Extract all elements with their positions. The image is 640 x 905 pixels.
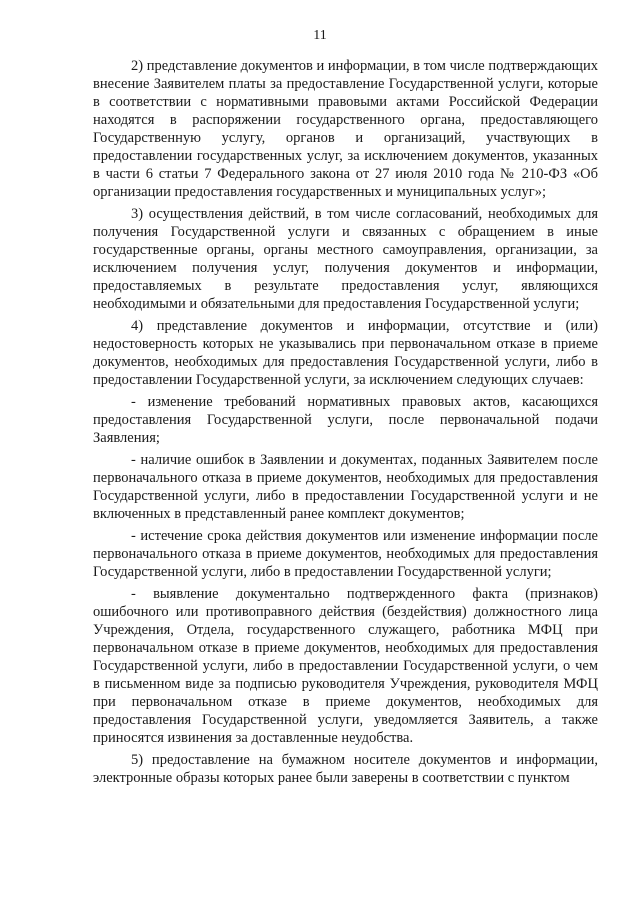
paragraph-item-2: 2) представление документов и информации, в том числе подтверждающих внесение Заявителем платы за предоставление Государственной услуги, которые в соответствии с нормативными правовыми актами Российской Федерации находятся в распоряжении государственного органа, предоставляющего Государственную услугу, органов и организаций, участвующих в предоставлении государственных услуг, за исключением документов, указанных в части 6 статьи 7 Федерального закона от 27 июля 2010 года № 210-ФЗ «Об организации предоставления государственных и муниципальных услуг»; bbox=[93, 58, 598, 200]
paragraph-item-3: 3) осуществления действий, в том числе согласований, необходимых для получения Государственной услуги и связанных с обращением в иные государственные органы, органы местного самоуправления, организации, за исключением получения услуг, получения документов и информации, предоставляемых в результате предоставления услуг, являющихся необходимыми и обязательными для предоставления Государственной услуги; bbox=[93, 206, 598, 312]
exception-case-legal-changes: - изменение требований нормативных правовых актов, касающихся предоставления Государственной услуги, после первоначальной подачи Заявления; bbox=[93, 394, 598, 446]
page-number: 11 bbox=[313, 28, 327, 43]
document-body bbox=[93, 57, 598, 791]
exception-case-errors: - наличие ошибок в Заявлении и документах, поданных Заявителем после первоначального отказа в приеме документов, необходимых для предоставления Государственной услуги, либо в предоставлении Государственной услуги и не включенных в представленный ранее комплект документов; bbox=[93, 452, 598, 522]
paragraph-item-4: 4) представление документов и информации, отсутствие и (или) недостоверность которых не указывались при первоначальном отказе в приеме документов, необходимых для предоставления Государственной услуги, либо в предоставлении Государственной услуги, за исключением следующих случаев: bbox=[93, 318, 598, 388]
paragraph-item-5: 5) предоставление на бумажном носителе документов и информации, электронные образы которых ранее были заверены в соответствии с пунктом bbox=[93, 752, 598, 786]
exception-case-misconduct: - выявление документально подтвержденного факта (признаков) ошибочного или противоправного действия (бездействия) должностного лица Учреждения, Отдела, государственного служащего, работника МФЦ при первоначальном отказе в приеме документов, необходимых для предоставления Государственной услуги, либо в предоставлении Государственной услуги, о чем в письменном виде за подписью руководителя Учреждения, руководителя МФЦ при первоначальном отказе в приеме документов, необходимых для предоставления Государственной услуги, уведомляется Заявитель, а также приносятся извинения за доставленные неудобства. bbox=[93, 586, 598, 746]
exception-case-expiry: - истечение срока действия документов или изменение информации после первоначального отказа в приеме документов, необходимых для предоставления Государственной услуги, либо в предоставлении Государственной услуги; bbox=[93, 528, 598, 580]
